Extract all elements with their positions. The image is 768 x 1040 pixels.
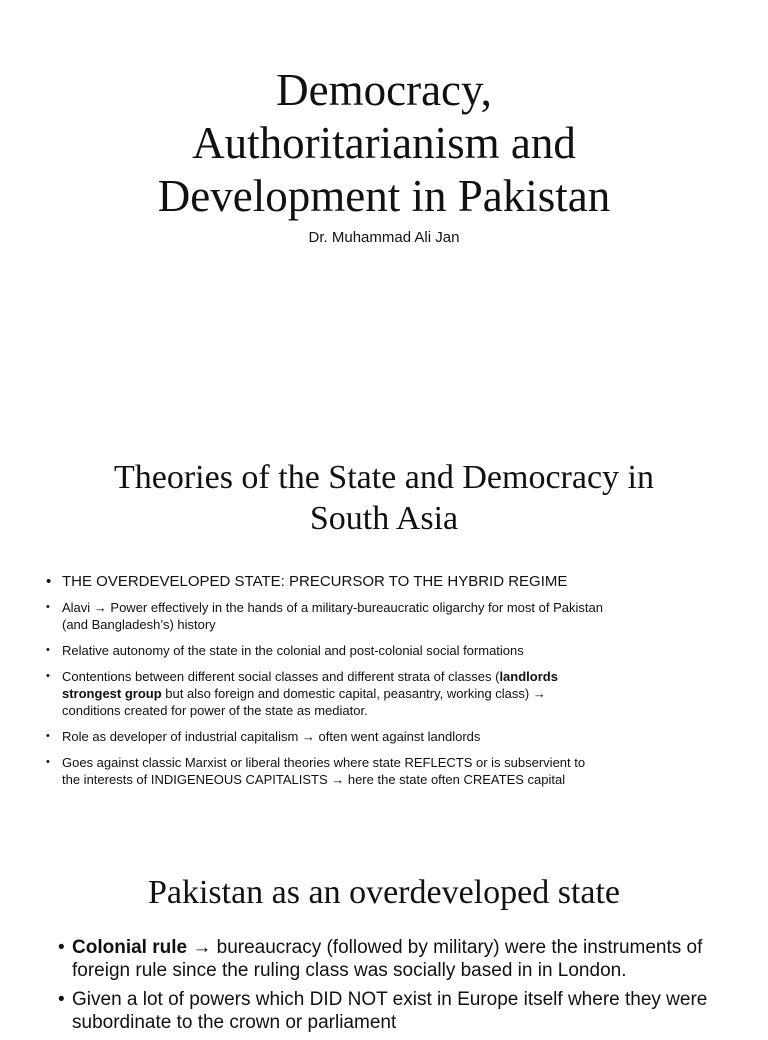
bullet-text: Role as developer of industrial capitalism → often went against landlords — [62, 729, 481, 744]
slide-1-title — [0, 64, 768, 223]
bullet-bold-text: landlords strongest group — [62, 669, 558, 701]
slide-1-title-line: Democracy, — [276, 65, 492, 115]
slide-3-bullet — [58, 936, 718, 982]
bullet-text: Goes against classic Marxist or liberal theories where state REFLECTS or is subservient to the interests of INDIGENEOUS CAPITALISTS → here the state often CREATES capital — [62, 755, 586, 787]
slide-2-bullet — [46, 728, 606, 745]
bullet-text: → bureaucracy (followed by military) were the instruments of foreign rule since the ruling class was socially based in in London. — [72, 937, 703, 981]
slide-2-heading-bullet: • THE OVERDEVELOPED STATE: PRECURSOR TO THE HYBRID REGIME — [46, 572, 606, 591]
slide-2-bullet — [46, 642, 606, 659]
slide-1-author: Dr. Muhammad Ali Jan — [308, 229, 460, 246]
slide-1-title-line: Development in Pakistan — [157, 171, 611, 221]
bullet-text: Relative autonomy of the state in the colonial and post-colonial social formations — [62, 643, 524, 658]
bullet-text: Given a lot of powers which DID NOT exist in Europe itself where they were subordinate to the crown or parliament — [72, 989, 708, 1033]
slide-2-bullet — [46, 668, 606, 719]
slide-2-title-line: Theories of the State and Democracy in — [113, 459, 654, 496]
bullet-text: Contentions between different social classes and different strata of classes ( — [62, 669, 500, 684]
bullet-text: Alavi → Power effectively in the hands of a military-bureaucratic oligarchy for most of Pakistan (and Bangladesh’s) history — [62, 600, 603, 632]
slide-2-bullet-list — [46, 572, 606, 797]
slide-2-title-line: South Asia — [309, 500, 459, 537]
slide-3-bullet-list — [58, 936, 718, 1040]
slide-2-title — [0, 457, 768, 539]
bullet-text: but also foreign and domestic capital, peasantry, working class) → conditions created for power of the state as mediator. — [62, 686, 546, 718]
bullet-bold-text: Colonial rule — [72, 937, 188, 958]
slide-2-bullet — [46, 754, 606, 788]
slide-2-bullet — [46, 599, 606, 633]
slide-3-title: Pakistan as an overdeveloped state — [147, 874, 621, 911]
slide-1-title-line: Authoritarianism and — [192, 118, 576, 168]
slide-3-bullet — [58, 988, 718, 1034]
